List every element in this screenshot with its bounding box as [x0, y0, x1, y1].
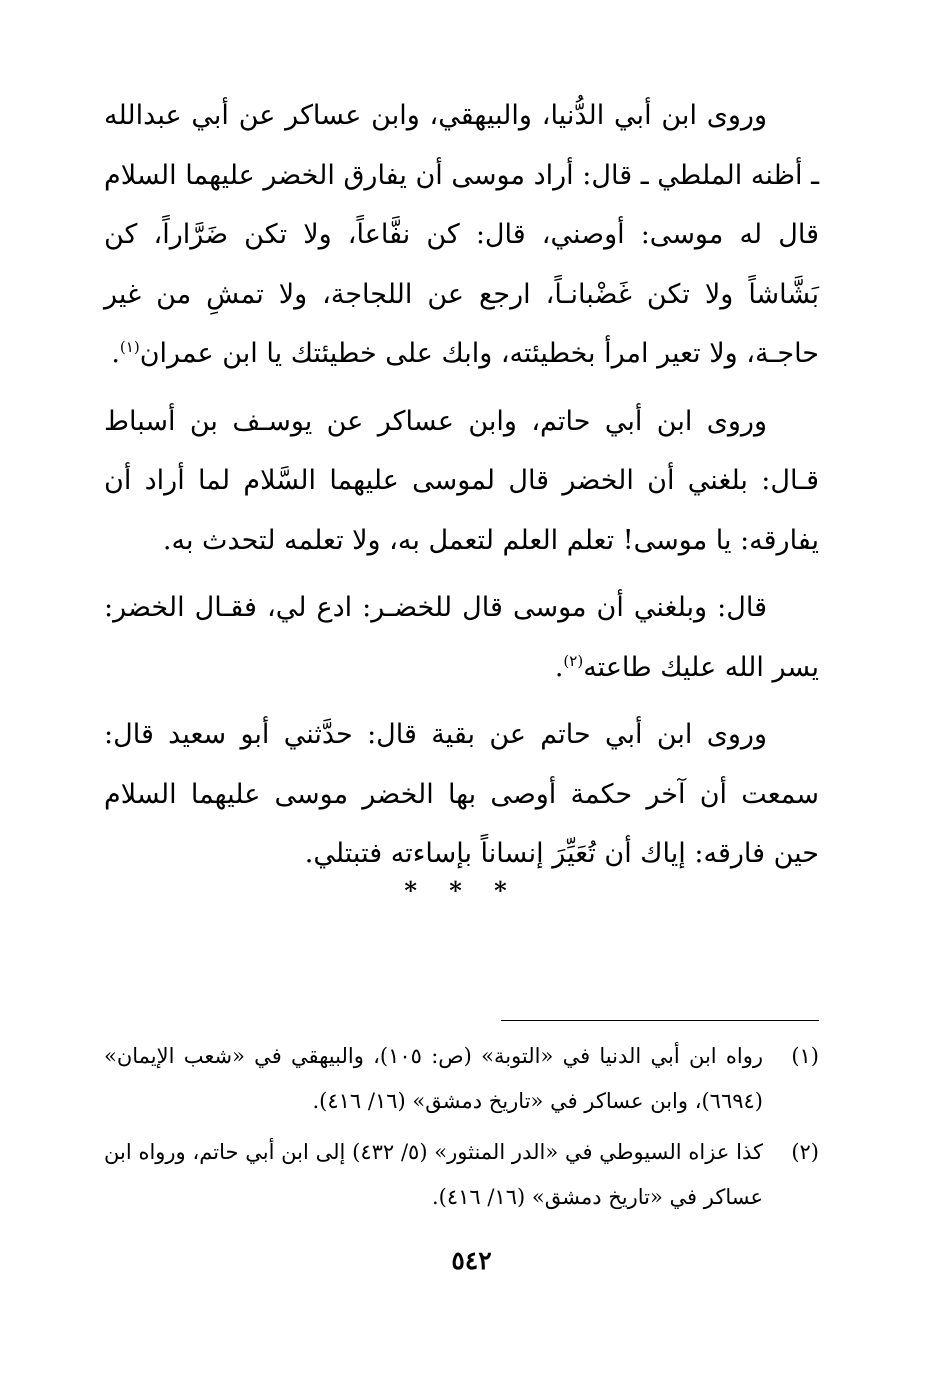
main-text — [104, 86, 819, 884]
section-separator: * * * — [404, 876, 519, 905]
footnote-reference: (٢) — [563, 651, 584, 670]
paragraph-4 — [104, 705, 819, 884]
paragraph-text: وروى ابن أبي الدُّنيا، والبيهقي، وابن عساكر عن أبي عبدالله ـ أظنه الملطي ـ قال: أراد موسى أن يفارق الخضر عليهما السلام قال له موسى: أوصني، قال: كن نفَّاعاً، ولا تكن ضَرَّاراً، كن بَشَّاشاً ولا تكن غَضْبانـاً، ارجع عن اللجاجة، ولا تمشِ من غير حاجـة، ولا تعير امرأ بخطيئته، وابك على خطيئتك يا ابن عمران — [104, 100, 819, 369]
footnote-text: كذا عزاه السيوطي في «الدر المنثور» (٥/ ٤٣٢) إلى ابن أبي حاتم، ورواه ابن عساكر في «تاريخ دمشق» (١٦/ ٤١٦). — [104, 1140, 763, 1209]
paragraph-3 — [104, 578, 819, 697]
page-number: ٥٤٢ — [451, 1246, 492, 1275]
paragraph-end: . — [162, 524, 172, 556]
footnotes — [104, 1034, 819, 1220]
footnote-2 — [104, 1130, 819, 1220]
paragraph-text: وروى ابن أبي حاتم عن بقية قال: حدَّثني أبو سعيد قال: سمعت أن آخر حكمة أوصى بها الخضر موسى عليهما السلام حين فارقه: إياك أن تُعَيِّرَ إنساناً بإساءته فتبتلي — [104, 719, 819, 869]
footnote-number: (٢) — [791, 1140, 819, 1164]
paragraph-end: . — [111, 338, 120, 369]
footnote-reference: (١) — [119, 338, 140, 356]
footnote-text: رواه ابن أبي الدنيا في «التوبة» (ص: ١٠٥)، والبيهقي في «شعب الإيمان» (٦٦٩٤)، وابن عساكر في «تاريخ دمشق» (١٦/ ٤١٦). — [104, 1044, 764, 1113]
footnote-number: (١) — [791, 1044, 819, 1068]
paragraph-end: . — [304, 838, 314, 869]
paragraph-text: قال: وبلغني أن موسى قال للخضـر: ادع لي، فقـال الخضر: يسر الله عليك طاعته — [104, 592, 819, 683]
paragraph-1 — [104, 86, 819, 384]
footnote-1 — [104, 1034, 819, 1124]
paragraph-end: . — [554, 651, 564, 683]
footnote-divider — [501, 1020, 819, 1021]
paragraph-2 — [104, 392, 819, 571]
paragraph-text: وروى ابن أبي حاتم، وابن عساكر عن يوسـف بن أسباط قـال: بلغني أن الخضر قال لموسى عليهما السَّلام لما أراد أن يفارقه: يا موسى! تعلم العلم لتعمل به، ولا تعلمه لتحدث به — [104, 405, 819, 556]
